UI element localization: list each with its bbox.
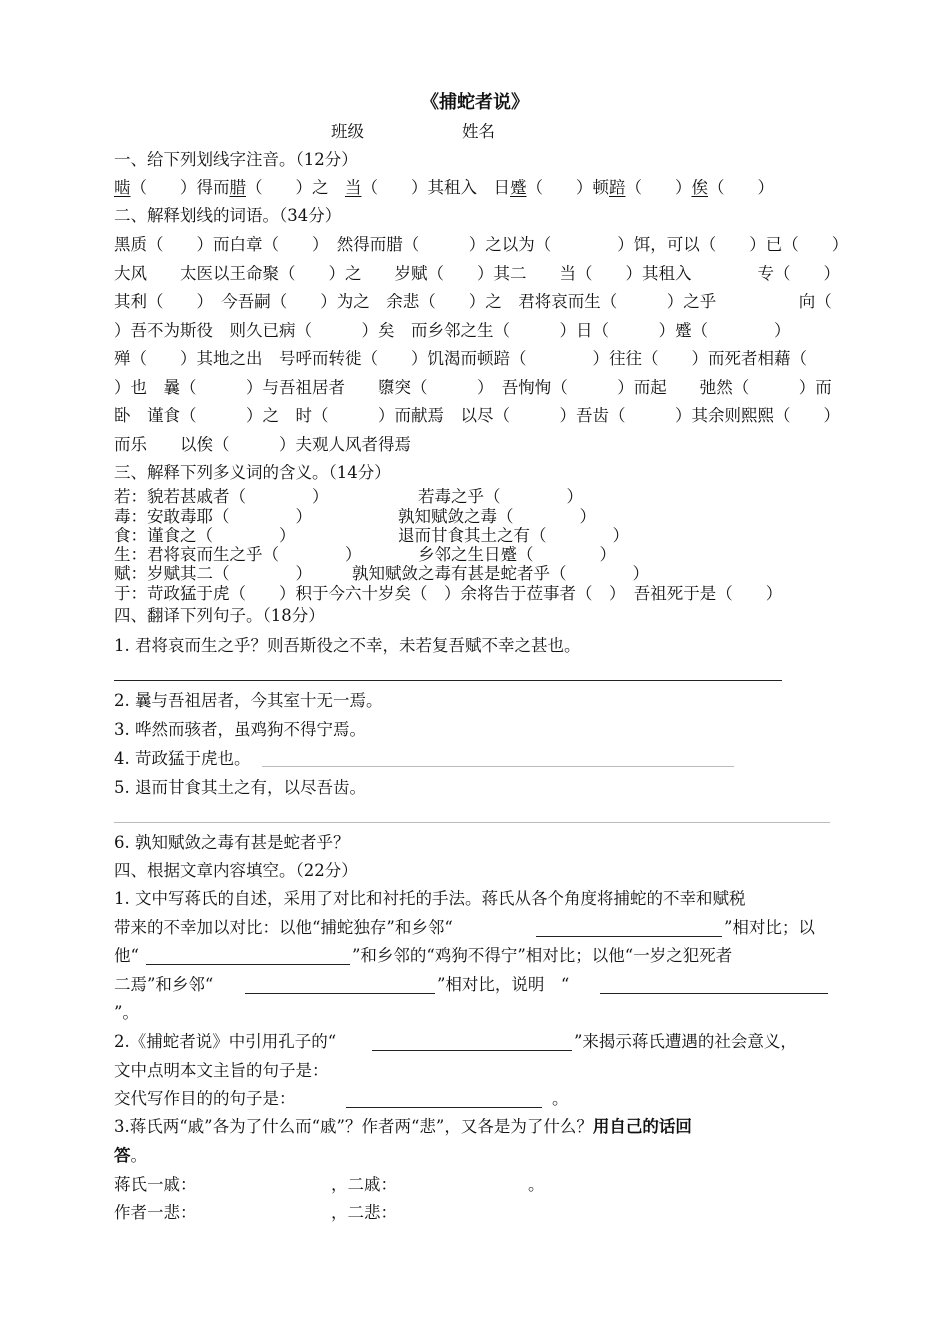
q1-line-3b: ”和乡邻的“鸡狗不得宁”相对比；以他“一岁之犯死者 [352,946,733,965]
translate-1: 1. 君将哀而生之乎？则吾斯役之不幸，未若复吾赋不幸之甚也。 [114,636,581,655]
q1-blank-2[interactable] [146,964,350,965]
s1-p0: （ ）得而 [130,178,230,197]
polysemy-row-3a: 食：谨食之（ ） [114,526,296,545]
name-label: 姓名 [462,122,495,141]
s1-p1: （ ）之 [246,178,345,197]
q2-line-3: 交代写作目的的句子是： [114,1089,296,1108]
s1-u4: 踣 [609,178,626,197]
q3-line-1a: 3.蒋氏两“戚”各为了什么而“戚”？作者两“悲”，又各是为了什么？ [114,1117,593,1136]
translate-4: 4. 苛政猛于虎也。 [114,749,251,768]
q1-line-4b: ”相对比，说明 “ [437,975,570,994]
polysemy-row-1a: 若：貌若甚戚者（ ） [114,487,329,506]
answer-line-4[interactable] [262,766,734,767]
s1-p2: （ ）其租入 日 [361,178,510,197]
polysemy-row-2a: 毒：安敢毒耶（ ） [114,507,312,526]
polysemy-row-5b: 孰知赋敛之毒有甚是蛇者乎（ ） [352,564,649,583]
q2-line-1b: ”来揭示蒋氏遭遇的社会意义， [574,1032,797,1051]
translate-6: 6. 孰知赋敛之毒有甚是蛇者乎？ [114,833,350,852]
q1-line-1: 1. 文中写蒋氏的自述，采用了对比和衬托的手法。蒋氏从各个角度将捕蛇的不幸和赋税 [114,889,746,908]
translate-5: 5. 退而甘食其土之有，以尽吾齿。 [114,778,366,797]
q3-line-2-bold: 答 [114,1146,131,1165]
section2-heading: 二、解释划线的词语。（34分） [114,206,342,225]
q1-line-2b: ”相对比；以 [724,918,815,937]
q2-blank-1[interactable] [372,1050,572,1051]
q3-answer-a2-end: 。 [528,1175,545,1194]
section1-heading: 一、给下列划线字注音。（12分） [114,150,358,169]
section3-heading: 三、解释下列多义词的含义。（14分） [114,463,391,482]
section1-items [114,178,774,198]
q2-line-1a: 2.《捕蛇者说》中引用孔子的“ [114,1032,337,1051]
q3-answer-b1: 作者一悲： [114,1203,197,1222]
translate-2: 2. 曩与吾祖居者，今其室十无一焉。 [114,691,383,710]
s1-u5: 俟 [691,178,708,197]
polysemy-row-5a: 赋：岁赋其二（ ） [114,564,312,583]
q3-line-2 [114,1146,147,1166]
polysemy-row-6: 于：苛政猛于虎（ ）积于今六十岁矣（ ）余将告于莅事者（ ） 吾祖死于是（ ） [114,584,783,603]
polysemy-row-1b: 若毒之乎（ ） [418,487,583,506]
polysemy-row-2b: 孰知赋敛之毒（ ） [398,507,596,526]
section4-heading: 四、翻译下列句子。（18分） [114,606,325,625]
q3-answer-b2: ，二悲： [331,1203,397,1222]
answer-line-1[interactable] [114,680,782,681]
q1-line-5: ”。 [114,1003,139,1022]
s1-u1: 腊 [229,178,246,197]
s1-p3: （ ）顿 [526,178,609,197]
s1-p4: （ ） [625,178,692,197]
section2-line-1: 黑质（ ）而白章（ ） 然得而腊（ ）之以为（ ）饵，可以（ ）已（ ） [114,235,849,254]
section2-line-7: 卧 谨食（ ）之 时（ ）而献焉 以尽（ ）吾齿（ ）其余则熙熙（ ） [114,406,840,425]
q1-blank-1[interactable] [536,936,722,937]
polysemy-row-3b: 退而甘食其土之有（ ） [398,526,629,545]
q1-blank-3[interactable] [245,993,435,994]
polysemy-row-4a: 生：君将哀而生之乎（ ） [114,545,362,564]
q3-line-2-end: 。 [130,1146,147,1165]
answer-line-5[interactable] [114,822,830,823]
class-label: 班级 [331,122,364,141]
section2-line-6: ）也 曩（ ）与吾祖居者 隳突（ ） 吾恂恂（ ）而起 弛然（ ）而 [114,378,832,397]
q3-line-1b: 用自己的话回 [592,1117,692,1136]
section2-line-5: 殚（ ）其地之出 号呼而转徙（ ）饥渴而顿踣（ ）往往（ ）而死者相藉（ [114,349,807,368]
q1-line-4a: 二焉”和乡邻“ [114,975,214,994]
s1-u2: 当 [345,178,362,197]
q2-line-2: 文中点明本文主旨的句子是： [114,1061,329,1080]
translate-3: 3. 哗然而骇者，虽鸡狗不得宁焉。 [114,720,366,739]
q3-answer-a2: ，二戚： [331,1175,397,1194]
section5-heading: 四、根据文章内容填空。（22分） [114,861,358,880]
q1-line-2a: 带来的不幸加以对比：以他“捕蛇独存”和乡邻“ [114,918,453,937]
s1-p5: （ ） [708,178,774,197]
s1-u0: 啮 [114,178,131,197]
section2-line-4: ）吾不为斯役 则久已病（ ）矣 而乡邻之生（ ）日（ ）蹙（ ） [114,321,791,340]
q1-blank-4[interactable] [600,993,828,994]
q2-blank-3[interactable] [346,1107,542,1108]
section2-line-3: 其利（ ） 今吾嗣（ ）为之 余悲（ ）之 君将哀而生（ ）之乎 向（ [114,292,832,311]
section2-line-2: 大风 太医以王命聚（ ）之 岁赋（ ）其二 当（ ）其租入 专（ ） [114,264,840,283]
q3-answer-a1: 蒋氏一戚： [114,1175,197,1194]
q1-line-3a: 他“ [114,946,139,965]
q2-line-3-end: 。 [552,1089,569,1108]
page-title: 《捕蛇者说》 [421,92,529,113]
q3-line-1 [114,1117,692,1137]
s1-u3: 蹙 [510,178,527,197]
section2-line-8: 而乐 以俟（ ）夫观人风者得焉 [114,435,411,454]
polysemy-row-4b: 乡邻之生日蹙（ ） [418,545,616,564]
